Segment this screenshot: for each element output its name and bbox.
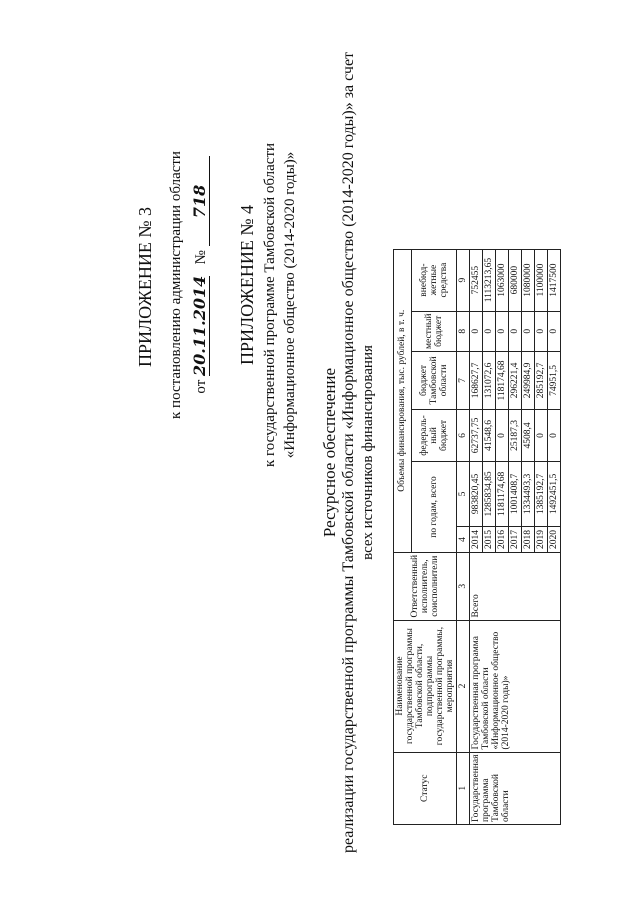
local-cell: 0 (535, 311, 548, 351)
header-extra: внебюд-жетные средства (411, 249, 456, 311)
extra-cell: 752455 (470, 249, 483, 311)
col-number: 6 (457, 409, 470, 461)
appendix4-subtitle-line1: к государственной программе Тамбовской области (262, 142, 278, 468)
financing-table (393, 249, 561, 825)
status-cell: Государственная программа Тамбовской области (470, 752, 561, 824)
local-cell: 0 (496, 311, 509, 351)
header-regional: бюджет Тамбовской области (411, 351, 456, 409)
regional-cell: 118174,68 (496, 351, 509, 409)
local-cell: 0 (509, 311, 522, 351)
regional-cell: 168627,7 (470, 351, 483, 409)
col-number: 8 (457, 311, 470, 351)
header-executor: Ответственный исполнитель, соисполнители (394, 552, 457, 620)
federal-cell: 0 (548, 409, 561, 461)
heading-line3: всех источников финансирования (360, 345, 376, 560)
header-federal: федераль-ный бюджет (411, 409, 456, 461)
col-number: 7 (457, 351, 470, 409)
heading-line2: реализации государственной программы Тамбовской области «Информационное общество (2014-2020 годы)» за счет (340, 51, 357, 854)
year-cell: 2019 (535, 526, 548, 552)
extra-cell: 1417500 (548, 249, 561, 311)
number-prefix: № (193, 250, 209, 265)
col-number: 1 (457, 752, 470, 824)
number-value: 718 (190, 156, 210, 246)
col-number: 2 (457, 620, 470, 752)
extra-cell: 1100000 (535, 249, 548, 311)
regional-cell: 296221,4 (509, 351, 522, 409)
federal-cell: 62737,75 (470, 409, 483, 461)
federal-cell: 41548,6 (483, 409, 496, 461)
date-value: 20.11.2014 (190, 275, 209, 376)
appendix4-subtitle-line2: «Информационное общество (2014-2020 годы)» (282, 151, 298, 459)
year-cell: 2017 (509, 526, 522, 552)
extra-cell: 1080000 (522, 249, 535, 311)
total-cell: 1334493,3 (522, 461, 535, 526)
regional-cell: 74951,5 (548, 351, 561, 409)
total-cell: 1385192,7 (535, 461, 548, 526)
header-row-1 (394, 249, 412, 824)
program-name-cell: Государственная программа Тамбовской области «Информационное общество (2014-2020 годы)» (470, 620, 561, 752)
regional-cell: 285192,7 (535, 351, 548, 409)
header-volumes: Объемы финансирования, тыс. рублей, в т. ч. (394, 249, 412, 552)
year-cell: 2018 (522, 526, 535, 552)
col-number: 5 (457, 461, 470, 526)
federal-cell: 0 (535, 409, 548, 461)
extra-cell: 680000 (509, 249, 522, 311)
regional-cell: 131072,6 (483, 351, 496, 409)
federal-cell: 4508,4 (522, 409, 535, 461)
federal-cell: 0 (496, 409, 509, 461)
header-name: Наименование государственной программы Тамбовской области, подпрограммы государственной программы, мероприятия (394, 620, 457, 752)
heading-line1: Ресурсное обеспечение (320, 367, 339, 538)
table-row (470, 249, 483, 824)
total-cell: 1001408,7 (509, 461, 522, 526)
header-status: Статус (394, 752, 457, 824)
total-cell: 983820,45 (470, 461, 483, 526)
year-cell: 2016 (496, 526, 509, 552)
local-cell: 0 (470, 311, 483, 351)
local-cell: 0 (483, 311, 496, 351)
extra-cell: 1063000 (496, 249, 509, 311)
extra-cell: 1113213,65 (483, 249, 496, 311)
col-number: 3 (457, 552, 470, 620)
local-cell: 0 (522, 311, 535, 351)
col-number: 4 (457, 526, 470, 552)
federal-cell: 25187,3 (509, 409, 522, 461)
year-cell: 2020 (548, 526, 561, 552)
appendix3-title: ПРИЛОЖЕНИЕ № 3 (135, 206, 155, 368)
appendix3-subtitle: к постановлению администрации области (168, 151, 184, 419)
executor-cell: Всего (470, 552, 561, 620)
total-cell: 1181174,68 (496, 461, 509, 526)
col-number: 9 (457, 249, 470, 311)
appendix4-title: ПРИЛОЖЕНИЕ № 4 (237, 204, 257, 366)
total-cell: 1492451,5 (548, 461, 561, 526)
date-prefix: от (193, 379, 209, 394)
regional-cell: 249984,9 (522, 351, 535, 409)
header-local: местный бюджет (411, 311, 456, 351)
local-cell: 0 (548, 311, 561, 351)
total-cell: 1285834,85 (483, 461, 496, 526)
header-years: по годам, всего (411, 461, 456, 552)
year-cell: 2014 (470, 526, 483, 552)
header-numbers-row (457, 249, 470, 824)
year-cell: 2015 (483, 526, 496, 552)
appendix3-date-row (190, 75, 210, 475)
